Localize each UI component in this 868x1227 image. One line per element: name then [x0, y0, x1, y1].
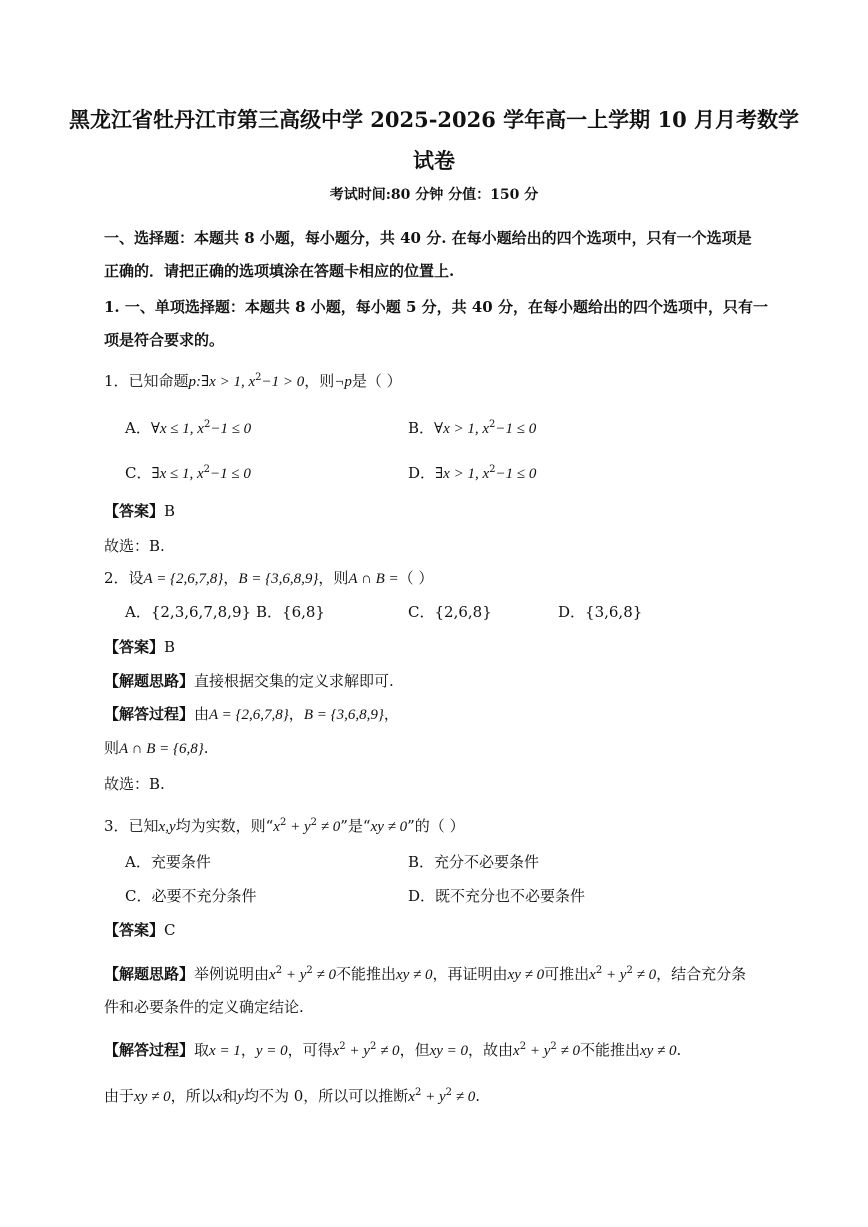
question-2-option-b[interactable]: B．{6,8}: [256, 603, 325, 621]
question-2-result: 则A ∩ B = {6,8}.: [104, 739, 209, 757]
question-2-option-c[interactable]: C．{2,6,8}: [408, 603, 492, 621]
section-1-heading-line-2: 正确的．请把正确的选项填涂在答题卡相应的位置上.: [104, 262, 455, 280]
question-2-conclusion: 故选：B.: [104, 775, 165, 793]
question-1-option-a[interactable]: A．∀x ≤ 1, $x^2-1 \le 0$: [125, 419, 252, 437]
question-3-stem: 3．已知x,y均为实数，则“$x^2 + y^2 \ne 0$”是“xy ≠ 0”的（ ）: [104, 817, 465, 835]
question-1-stem: 1．已知命题p:∃x > 1, $x^2-1 > 0$，则¬p是（ ）: [104, 372, 402, 390]
question-3-solution-idea-line-1: 【解题思路】举例说明由$x^2 + y^2 \ne 0$不能推出xy ≠ 0，再证明由xy ≠ 0可推出$x^2 + y^2 \ne 0$，结合充分条: [104, 965, 747, 983]
question-3-answer: 【答案】C: [104, 921, 176, 939]
document-title-line-1: 黑龙江省牡丹江市第三高级中学 2025-2026 学年高一上学期 10 月月考数学: [68, 107, 800, 132]
document-title-line-2: 试卷: [413, 148, 455, 173]
question-2-answer: 【答案】B: [104, 638, 176, 656]
question-1-option-c[interactable]: C．∃x ≤ 1, $x^2-1 \le 0$: [125, 464, 251, 482]
question-2-option-a[interactable]: A．{2,3,6,7,8,9}: [125, 603, 252, 621]
question-2-option-d[interactable]: D．{3,6,8}: [558, 603, 643, 621]
section-1-sub-heading-line-1: 1. 一、单项选择题：本题共 8 小题，每小题 5 分，共 40 分，在每小题给出的四个选项中，只有一: [104, 298, 768, 316]
question-1-option-d[interactable]: D．∃x > 1, $x^2-1 \le 0$: [408, 464, 537, 482]
section-1-sub-heading-line-2: 项是符合要求的。: [104, 331, 225, 349]
question-2-stem: 2．设A = {2,6,7,8}，B = {3,6,8,9}，则A ∩ B =（ ）: [104, 569, 434, 587]
question-3-option-b[interactable]: B．充分不必要条件: [408, 853, 540, 871]
question-3-option-d[interactable]: D．既不充分也不必要条件: [408, 887, 586, 905]
question-3-further-reasoning: 由于xy ≠ 0，所以x和y均不为 0，所以可以推断$x^2 + y^2 \ne 0$.: [104, 1087, 480, 1105]
section-1-heading-line-1: 一、选择题：本题共 8 小题，每小题分，共 40 分. 在每小题给出的四个选项中，只有一个选项是: [104, 229, 752, 247]
question-1-option-b[interactable]: B．∀x > 1, $x^2-1 \le 0$: [408, 419, 537, 437]
question-3-option-a[interactable]: A．充要条件: [125, 853, 211, 871]
question-3-solution-idea-line-2: 件和必要条件的定义确定结论.: [104, 998, 304, 1016]
question-2-solution-process: 【解答过程】由A = {2,6,7,8}，B = {3,6,8,9}，: [104, 705, 399, 723]
question-1-answer: 【答案】B: [104, 502, 176, 520]
question-2-solution-idea: 【解题思路】直接根据交集的定义求解即可.: [104, 672, 394, 690]
question-3-solution-process: 【解答过程】取x = 1，y = 0，可得$x^2 + y^2 \ne 0$，但xy = 0，故由$x^2 + y^2 \ne 0$不能推出xy ≠ 0.: [104, 1041, 682, 1059]
question-3-option-c[interactable]: C．必要不充分条件: [125, 887, 257, 905]
question-1-conclusion: 故选：B.: [104, 537, 165, 555]
exam-info: 考试时间:80 分钟 分值：150 分: [329, 187, 539, 203]
